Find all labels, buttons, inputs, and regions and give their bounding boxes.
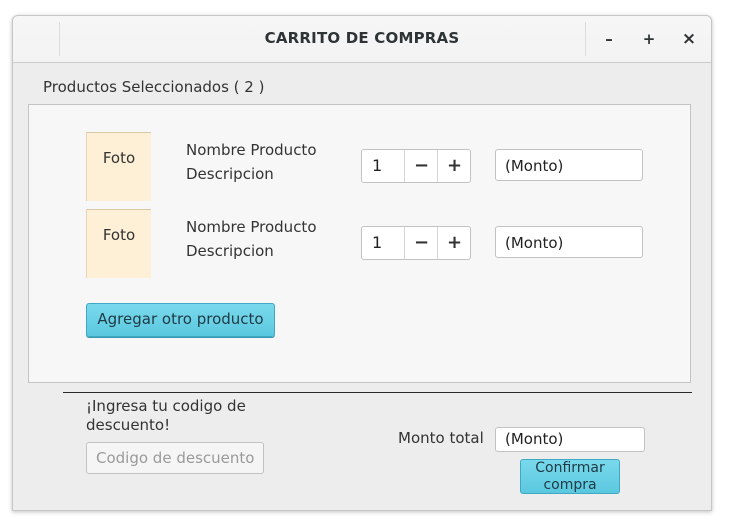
photo-label: Foto xyxy=(102,226,136,244)
window-title: CARRITO DE COMPRAS xyxy=(264,29,460,47)
total-amount-field[interactable]: (Monto) xyxy=(495,427,645,452)
product-row xyxy=(29,132,690,200)
product-description: Descripcion xyxy=(186,242,274,260)
product-description: Descripcion xyxy=(186,165,274,183)
titlebar-separator xyxy=(585,22,586,56)
product-info xyxy=(186,138,317,186)
quantity-stepper xyxy=(361,226,471,260)
title-bar[interactable] xyxy=(13,16,711,63)
minimize-button[interactable]: – xyxy=(605,30,613,48)
product-info xyxy=(186,215,317,263)
product-photo xyxy=(86,132,151,201)
products-panel xyxy=(28,104,691,383)
quantity-value[interactable]: 1 xyxy=(372,233,383,252)
discount-code-input[interactable]: Codigo de descuento xyxy=(86,442,264,474)
selected-products-header: Productos Seleccionados ( 2 ) xyxy=(43,78,265,96)
discount-prompt: ¡Ingresa tu codigo de descuento! xyxy=(86,397,246,434)
footer-divider xyxy=(63,392,692,393)
quantity-stepper xyxy=(361,149,471,183)
decrement-button[interactable]: − xyxy=(404,150,438,182)
close-button[interactable]: × xyxy=(681,29,697,49)
photo-label: Foto xyxy=(102,149,136,167)
product-amount-field[interactable]: (Monto) xyxy=(495,226,643,258)
product-amount-field[interactable]: (Monto) xyxy=(495,149,643,181)
confirm-purchase-button[interactable]: Confirmar compra xyxy=(520,459,620,494)
product-name: Nombre Producto xyxy=(186,218,317,236)
quantity-value[interactable]: 1 xyxy=(372,156,383,175)
add-product-button[interactable]: Agregar otro producto xyxy=(86,303,275,337)
maximize-button[interactable]: + xyxy=(642,30,656,48)
cart-window xyxy=(12,15,712,511)
increment-button[interactable]: + xyxy=(437,227,471,259)
product-name: Nombre Producto xyxy=(186,141,317,159)
decrement-button[interactable]: − xyxy=(404,227,438,259)
total-label: Monto total xyxy=(398,429,484,447)
increment-button[interactable]: + xyxy=(437,150,471,182)
product-row xyxy=(29,209,690,277)
product-photo xyxy=(86,209,151,278)
